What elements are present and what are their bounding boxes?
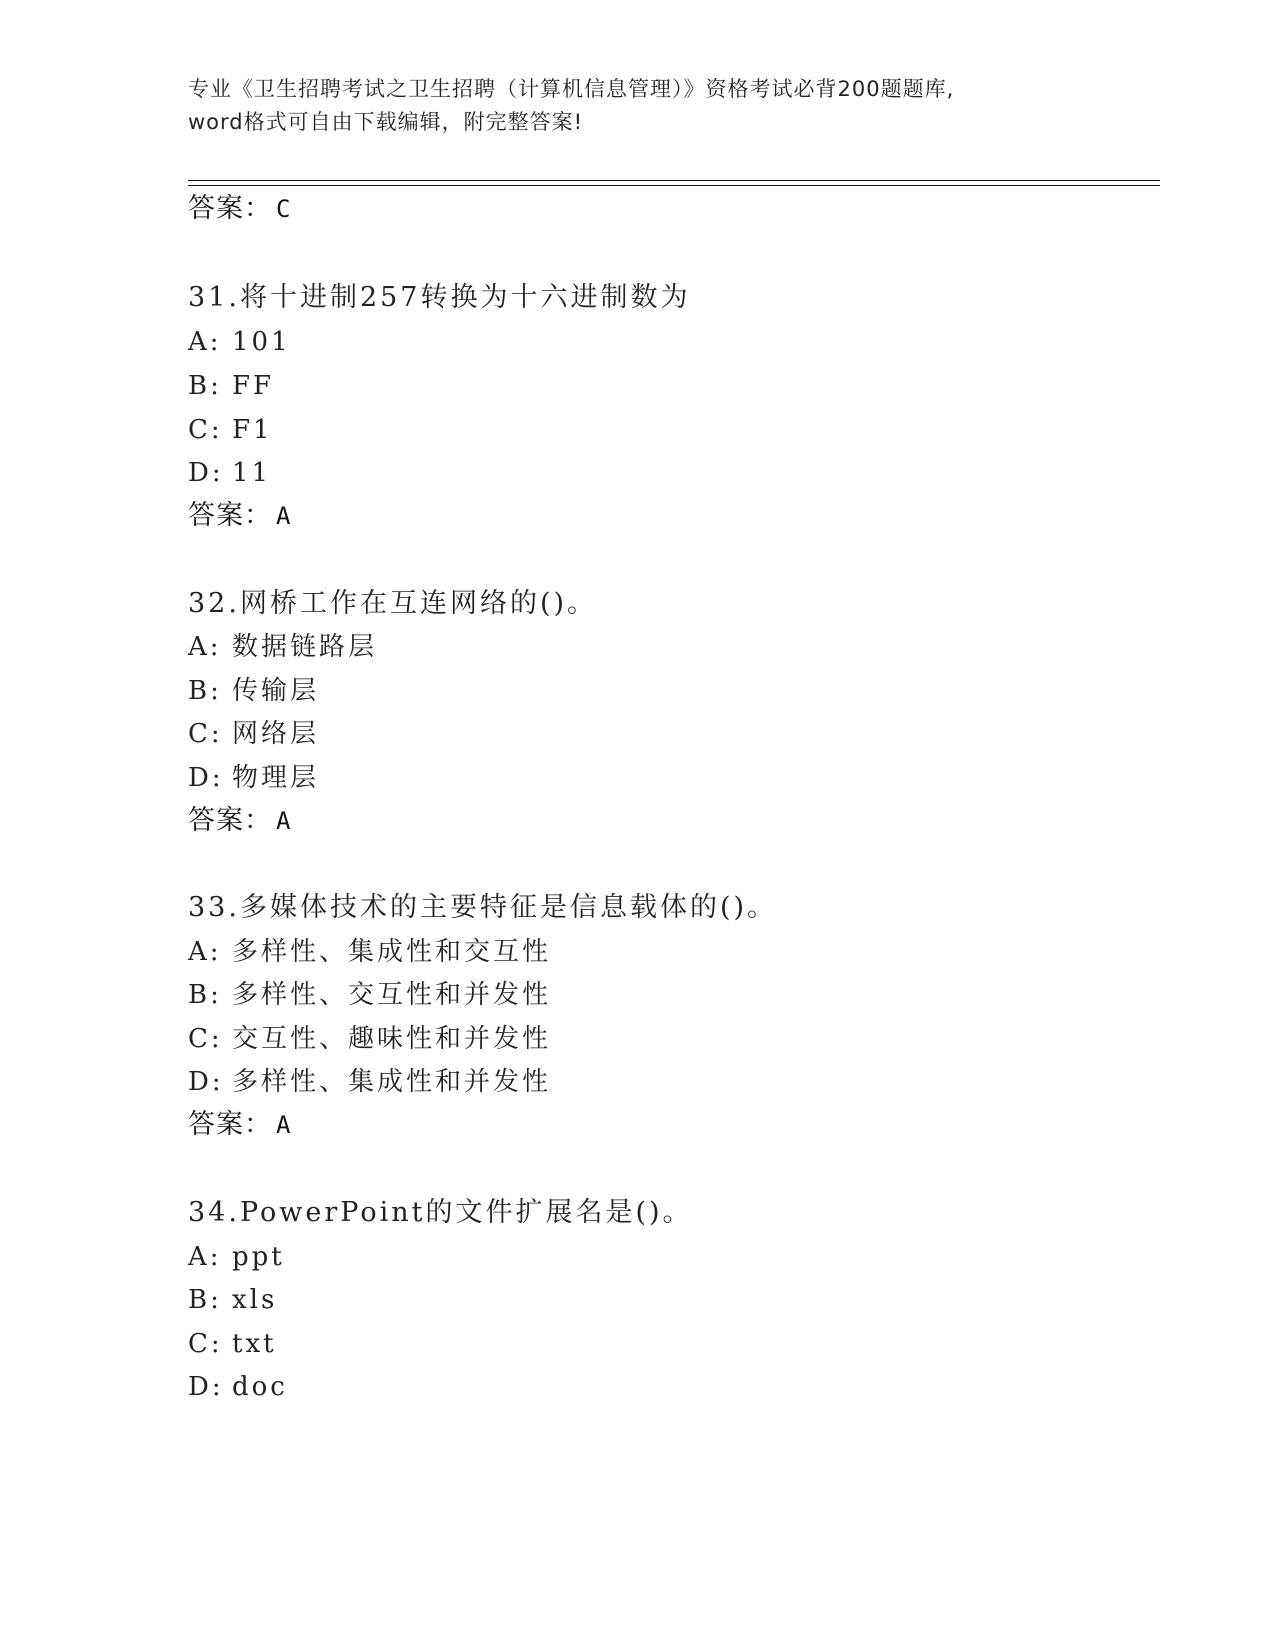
document-header [188, 73, 1088, 139]
option-letter: D: [188, 458, 224, 488]
option-text: 数据链路层 [232, 632, 378, 662]
question-31-answer [188, 499, 291, 533]
option-text: FF [232, 371, 275, 401]
question-34-option-d [188, 1370, 288, 1404]
option-letter: C: [188, 415, 223, 445]
option-letter: C: [188, 1329, 223, 1359]
option-text: xls [232, 1285, 278, 1315]
header-divider-bottom [188, 185, 1160, 186]
option-letter: B: [188, 980, 222, 1010]
option-text: 多样性、集成性和交互性 [232, 937, 552, 967]
question-34-option-c [188, 1327, 277, 1361]
option-letter: D: [188, 1067, 224, 1097]
question-32-option-d [188, 761, 319, 795]
question-32-option-a [188, 630, 377, 664]
header-divider-top [188, 180, 1160, 181]
question-32: 32.网桥工作在互连网络的()。 [188, 588, 598, 619]
option-letter: B: [188, 371, 222, 401]
question-33-option-a [188, 935, 551, 969]
option-text: doc [232, 1372, 288, 1402]
option-letter: D: [188, 1372, 224, 1402]
answer-value: C [276, 195, 292, 223]
option-text: 11 [232, 458, 272, 488]
option-text: 物理层 [232, 763, 320, 793]
question-33-option-b [188, 978, 551, 1012]
question-33-answer [188, 1108, 291, 1142]
answer-label: 答案： [188, 500, 272, 531]
answer-label: 答案： [188, 805, 272, 836]
option-letter: D: [188, 763, 224, 793]
question-34-option-a [188, 1240, 285, 1274]
answer-value: A [276, 1111, 292, 1139]
question-31-option-b [188, 369, 274, 403]
option-letter: A: [188, 1242, 222, 1272]
question-31-option-a [188, 325, 291, 359]
question-32-option-c [188, 717, 319, 751]
option-text: 多样性、交互性和并发性 [232, 980, 552, 1010]
option-text: F1 [232, 415, 273, 445]
previous-answer [188, 192, 291, 226]
option-text: 多样性、集成性和并发性 [232, 1067, 552, 1097]
option-text: 101 [232, 327, 291, 357]
option-letter: C: [188, 1024, 223, 1054]
header-line-2: word格式可自由下载编辑，附完整答案! [188, 110, 584, 134]
option-letter: A: [188, 327, 222, 357]
option-letter: C: [188, 719, 223, 749]
question-31-option-c [188, 413, 273, 447]
option-text: ppt [232, 1242, 285, 1272]
question-33-option-c [188, 1022, 551, 1056]
question-31: 31.将十进制257转换为十六进制数为 [188, 282, 691, 313]
option-letter: B: [188, 1285, 222, 1315]
question-32-answer [188, 804, 291, 838]
option-text: txt [232, 1329, 277, 1359]
answer-value: A [276, 807, 292, 835]
answer-label: 答案： [188, 193, 272, 224]
question-32-option-b [188, 674, 319, 708]
answer-label: 答案： [188, 1109, 272, 1140]
question-34: 34.PowerPoint的文件扩展名是()。 [188, 1197, 693, 1228]
header-line-1: 专业《卫生招聘考试之卫生招聘（计算机信息管理）》资格考试必背200题题库, [188, 77, 955, 101]
question-33: 33.多媒体技术的主要特征是信息载体的()。 [188, 892, 778, 923]
question-34-option-b [188, 1283, 277, 1317]
option-text: 网络层 [232, 719, 320, 749]
answer-value: A [276, 502, 292, 530]
question-33-option-d [188, 1065, 551, 1099]
option-text: 交互性、趣味性和并发性 [232, 1024, 552, 1054]
option-letter: B: [188, 676, 222, 706]
option-letter: A: [188, 632, 222, 662]
question-31-option-d [188, 456, 271, 490]
option-text: 传输层 [232, 676, 320, 706]
option-letter: A: [188, 937, 222, 967]
